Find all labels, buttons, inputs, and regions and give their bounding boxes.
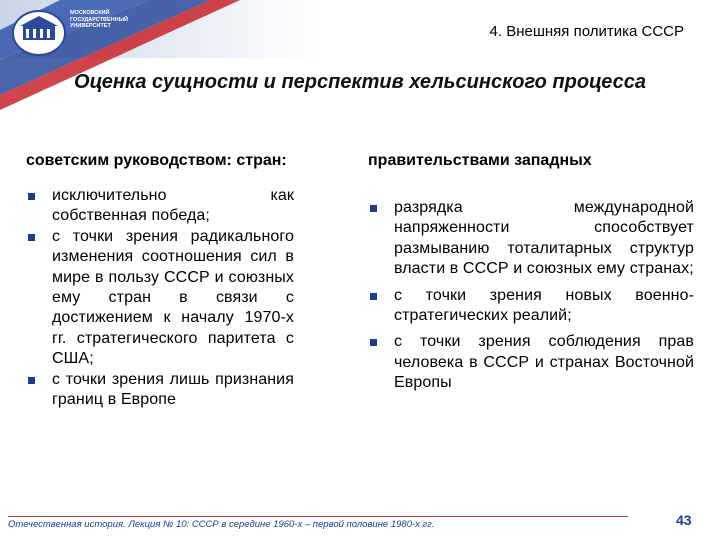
left-column-heading: советским руководством: стран: [26,152,287,169]
list-item-text: с точки зрения новых военно-стратегических реалий; [394,286,694,325]
university-logo-icon [10,8,68,58]
right-column-heading: правительствами западных [368,152,592,169]
list-item-text: разрядка международной напряженности способствует размыванию тоталитарных структур власти в СССР и союзных ему странах; [394,199,694,278]
list-item-text: с точки зрения радикального изменения соотношения сил в мире в пользу СССР и союзных ему стран в связи с достижением к началу 1970-х гг. стратегического паритета с США; [52,227,294,368]
square-bullet-icon [28,234,35,241]
list-item-text: с точки зрения соблюдения прав человека в СССР и странах Восточной Европы [394,333,694,392]
page-number: 43 [676,512,692,528]
list-item [26,370,294,411]
list-item [368,198,694,280]
list-item [26,227,294,370]
list-item [368,286,694,327]
logo-line: УНИВЕРСИТЕТ [70,23,111,29]
square-bullet-icon [370,205,377,212]
right-bullet-list [368,198,694,400]
section-label: 4. Внешняя политика СССР [489,23,684,40]
slide-title: Оценка сущности и перспектив хельсинского процесса [74,71,646,93]
square-bullet-icon [28,377,35,384]
footer-caption: Отечественная история. Лекция № 10: СССР в середине 1960-х – первой половине 1980-х гг. [8,516,628,530]
logo-line: ГОСУДАРСТВЕННЫЙ [70,16,128,23]
list-item-text: исключительно как собственная победа; [52,187,294,225]
logo-text [70,10,150,30]
logo-line: МОСКОВСКИЙ [70,10,110,16]
list-item [26,186,294,227]
left-bullet-list [26,186,294,410]
list-item [368,332,694,393]
list-item-text: с точки зрения лишь признания границ в Европе [52,370,294,409]
square-bullet-icon [28,193,35,200]
square-bullet-icon [370,293,377,300]
square-bullet-icon [370,339,377,346]
